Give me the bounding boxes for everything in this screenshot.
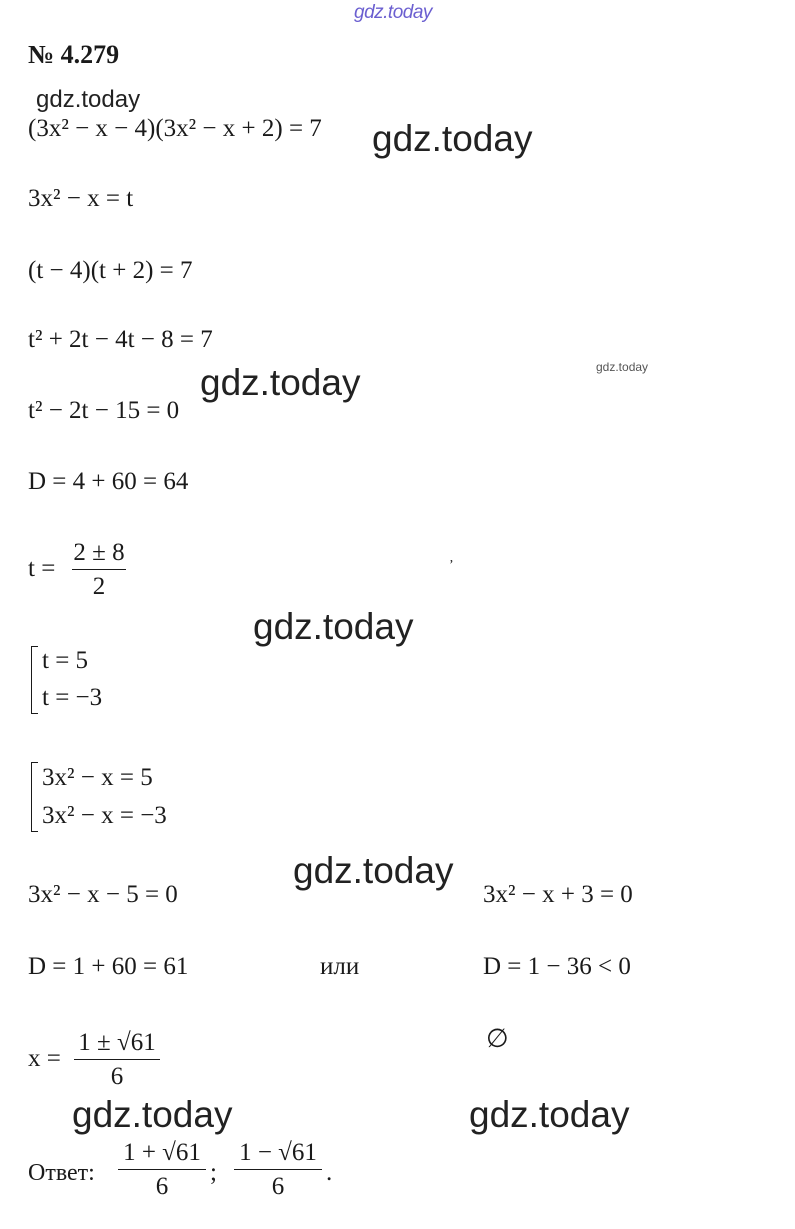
system-line: t = −3 <box>42 684 103 711</box>
system-line: t = 5 <box>42 647 89 674</box>
watermark: gdz.today <box>372 118 533 159</box>
discriminant-line: D = 1 − 36 < 0 <box>483 953 631 980</box>
fraction-numerator: 1 − √61 <box>239 1139 317 1166</box>
fraction-bar <box>234 1169 322 1170</box>
fraction-numerator: 1 + √61 <box>123 1139 201 1166</box>
stray-mark: ʼ <box>449 558 454 573</box>
answer-fraction <box>118 1140 206 1201</box>
fraction-denominator: 2 <box>92 573 106 601</box>
equation-line: t² − 2t − 15 = 0 <box>28 397 180 424</box>
answer-end: . <box>326 1159 333 1186</box>
equation-line: t² + 2t − 4t − 8 = 7 <box>28 326 213 353</box>
empty-set-icon: ∅ <box>486 1024 509 1053</box>
system-line: 3x² − x = −3 <box>42 802 167 829</box>
fraction-numerator: 2 ± 8 <box>73 539 125 566</box>
fraction-bar <box>74 1059 160 1060</box>
fraction-denominator: 6 <box>271 1173 285 1201</box>
watermark: gdz.today <box>293 850 454 891</box>
problem-number: № 4.279 <box>28 40 120 69</box>
watermark: gdz.today <box>72 1094 233 1135</box>
equation-line: 3x² − x + 3 = 0 <box>483 881 633 908</box>
watermark: gdz.today <box>253 606 414 647</box>
fraction-numerator: 1 ± √61 <box>78 1029 156 1056</box>
or-word: или <box>320 953 360 980</box>
system-bracket <box>31 646 38 714</box>
equation-line: 3x² − x − 5 = 0 <box>28 881 178 908</box>
watermark: gdz.today <box>596 360 649 374</box>
system-line: 3x² − x = 5 <box>42 764 153 791</box>
answer-fraction <box>234 1140 322 1201</box>
discriminant-line: D = 1 + 60 = 61 <box>28 953 189 980</box>
discriminant-line: D = 4 + 60 = 64 <box>28 468 189 495</box>
fraction <box>74 1030 160 1091</box>
watermark: gdz.today <box>469 1094 630 1135</box>
watermark: gdz.today <box>200 362 361 403</box>
fraction-denominator: 6 <box>110 1063 124 1091</box>
fraction-bar <box>72 569 126 570</box>
fraction <box>72 540 126 601</box>
fraction-bar <box>118 1169 206 1170</box>
fraction-lhs: x = <box>28 1045 61 1072</box>
fraction-denominator: 6 <box>155 1173 169 1201</box>
answer-separator: ; <box>210 1159 217 1186</box>
substitution-line: 3x² − x = t <box>28 185 134 212</box>
fraction-lhs: t = <box>28 555 56 582</box>
system-bracket <box>31 762 38 832</box>
equation-line: (t − 4)(t + 2) = 7 <box>28 257 193 284</box>
watermark-top: gdz.today <box>354 2 432 23</box>
answer-label: Ответ: <box>28 1160 95 1186</box>
watermark: gdz.today <box>36 86 141 113</box>
equation-line: (3x² − x − 4)(3x² − x + 2) = 7 <box>28 115 322 142</box>
